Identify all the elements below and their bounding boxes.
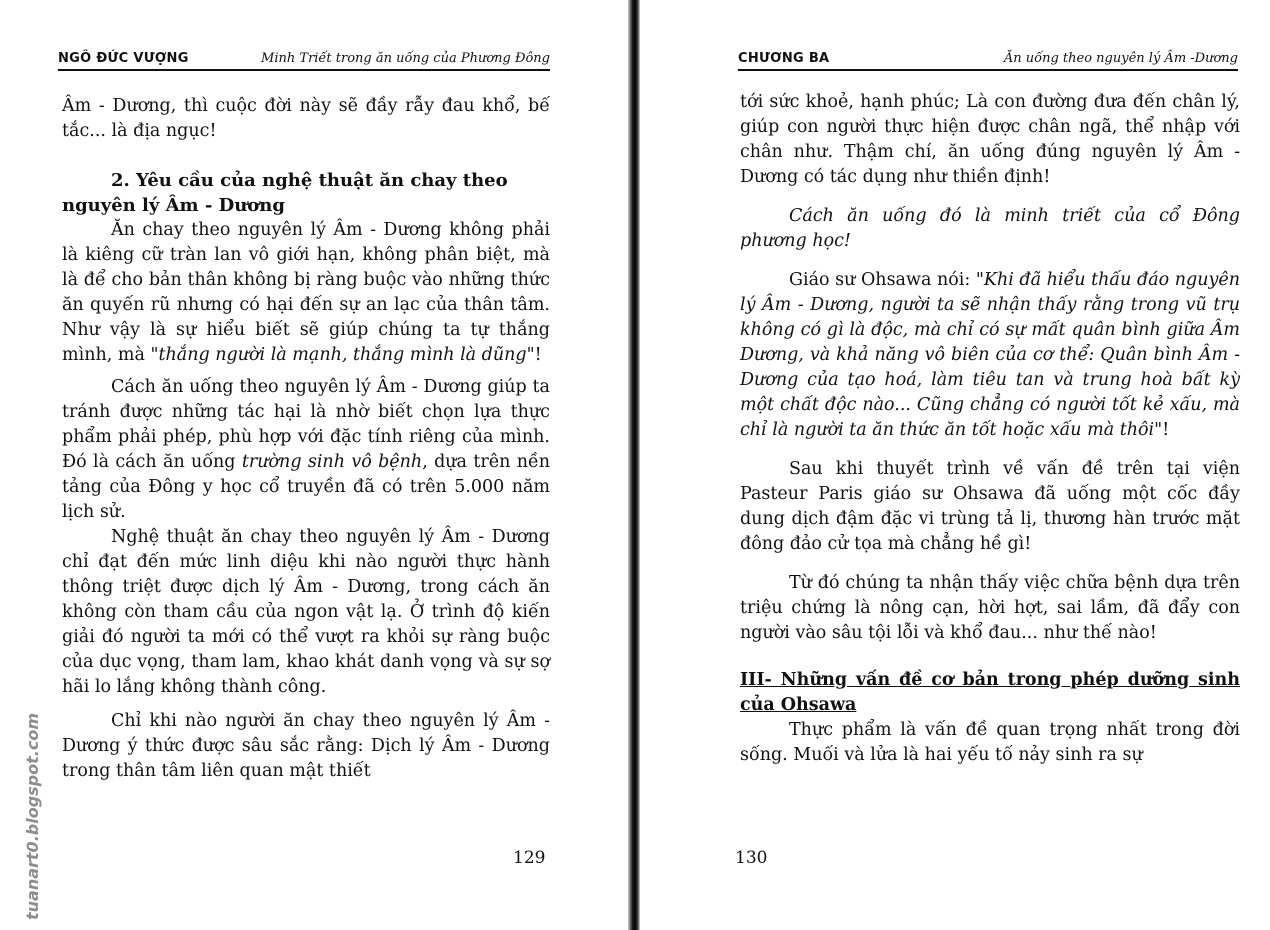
section-heading: 2. Yêu cầu của nghệ thuật ăn chay theo nguyên lý Âm - Dương xyxy=(62,170,508,216)
header-author: NGÔ ĐỨC VƯỢNG xyxy=(58,51,189,66)
paragraph: Sau khi thuyết trình về vấn đề trên tại viện Pasteur Paris giáo sư Ohsawa đã uống một cốc đầy dung dịch đậm đặc vi trùng tả lị, thương hàn trước mặt đông đảo cử tọa mà chẳng hề gì! xyxy=(740,459,1240,554)
paragraph: Ăn chay theo nguyên lý Âm - Dương không phải là kiêng cữ tràn lan vô giới hạn, không phân biệt, mà là để cho bản thân không bị ràng buộc vào những thức ăn quyến rũ nhưng có hại đến sự an lạc của thân tâm. Như vậy là sự hiểu biết sẽ giúp chúng ta tự thắng mình, mà "thắng người là mạnh, thắng mình là dũng"! xyxy=(62,220,550,365)
page-number: 129 xyxy=(513,848,546,868)
page-number: 130 xyxy=(735,848,768,868)
paragraph: Cách ăn uống đó là minh triết của cổ Đông phương học! xyxy=(740,206,1240,251)
header-chapter-title: Ăn uống theo nguyên lý Âm -Dương xyxy=(1003,51,1238,66)
paragraph: Từ đó chúng ta nhận thấy việc chữa bệnh dựa trên triệu chứng là nông cạn, hời hợt, sai lầm, đã đẩy con người vào sâu tội lỗi và khổ đau... như thế nào! xyxy=(740,573,1240,643)
paragraph: Thực phẩm là vấn đề quan trọng nhất trong đời sống. Muối và lửa là hai yếu tố nảy sinh ra sự xyxy=(740,720,1240,765)
header-chapter: CHƯƠNG BA xyxy=(738,51,830,66)
right-page-body xyxy=(740,90,1240,768)
book-spine xyxy=(628,0,640,930)
paragraph: Cách ăn uống theo nguyên lý Âm - Dương giúp ta tránh được những tác hại là nhờ biết chọn lựa thực phẩm phải phép, phù hợp với đặc tính riêng của mình. Đó là cách ăn uống trường sinh vô bệnh, dựa trên nền tảng của Đông y học cổ truyền đã có trên 5.000 năm lịch sử. xyxy=(62,377,551,522)
paragraph: Âm - Dương, thì cuộc đời này sẽ đầy rẫy đau khổ, bế tắc... là địa ngục! xyxy=(62,96,550,141)
watermark xyxy=(2,690,42,920)
right-page-header xyxy=(738,47,1238,71)
watermark-text: tuanart0.blogspot.com xyxy=(23,713,42,920)
header-book-title: Minh Triết trong ăn uống của Phương Đông xyxy=(261,51,550,66)
section-heading: III- Những vấn đề cơ bản trong phép dưỡng sinh của Ohsawa xyxy=(740,670,1240,715)
paragraph: Giáo sư Ohsawa nói: "Khi đã hiểu thấu đáo nguyên lý Âm - Dương, người ta sẽ nhận thấy rằng trong vũ trụ không có gì là độc, mà chỉ có sự mất quân bình giữa Âm Dương, và khả năng vô biên của cơ thể: Quân bình Âm - Dương của tạo hoá, làm tiêu tan và trung hoà bất kỳ một chất độc nào... Cũng chẳng có người tốt kẻ xấu, mà chỉ là người ta ăn thức ăn tốt hoặc xấu mà thôi"! xyxy=(740,270,1241,440)
paragraph: tới sức khoẻ, hạnh phúc; Là con đường đưa đến chân lý, giúp con người thực hiện được chân ngã, thể nhập với chân như. Thậm chí, ăn uống đúng nguyên lý Âm - Dương có tác dụng như thiền định! xyxy=(740,92,1240,187)
left-page-body xyxy=(62,94,550,784)
left-page xyxy=(0,0,628,930)
right-page xyxy=(640,0,1270,930)
left-page-header xyxy=(58,47,550,71)
paragraph: Chỉ khi nào người ăn chay theo nguyên lý Âm - Dương ý thức được sâu sắc rằng: Dịch lý Âm - Dương trong thân tâm liên quan mật thiết xyxy=(62,711,550,781)
paragraph: Nghệ thuật ăn chay theo nguyên lý Âm - Dương chỉ đạt đến mức linh diệu khi nào người thực hành thông triệt được dịch lý Âm - Dương, trong cách ăn không còn tham cầu của ngon vật lạ. Ở trình độ kiến giải đó người ta mới có thể vượt ra khỏi sự ràng buộc của dục vọng, tham lam, khao khát danh vọng và sự sợ hãi lo lắng không thành công. xyxy=(62,527,550,697)
